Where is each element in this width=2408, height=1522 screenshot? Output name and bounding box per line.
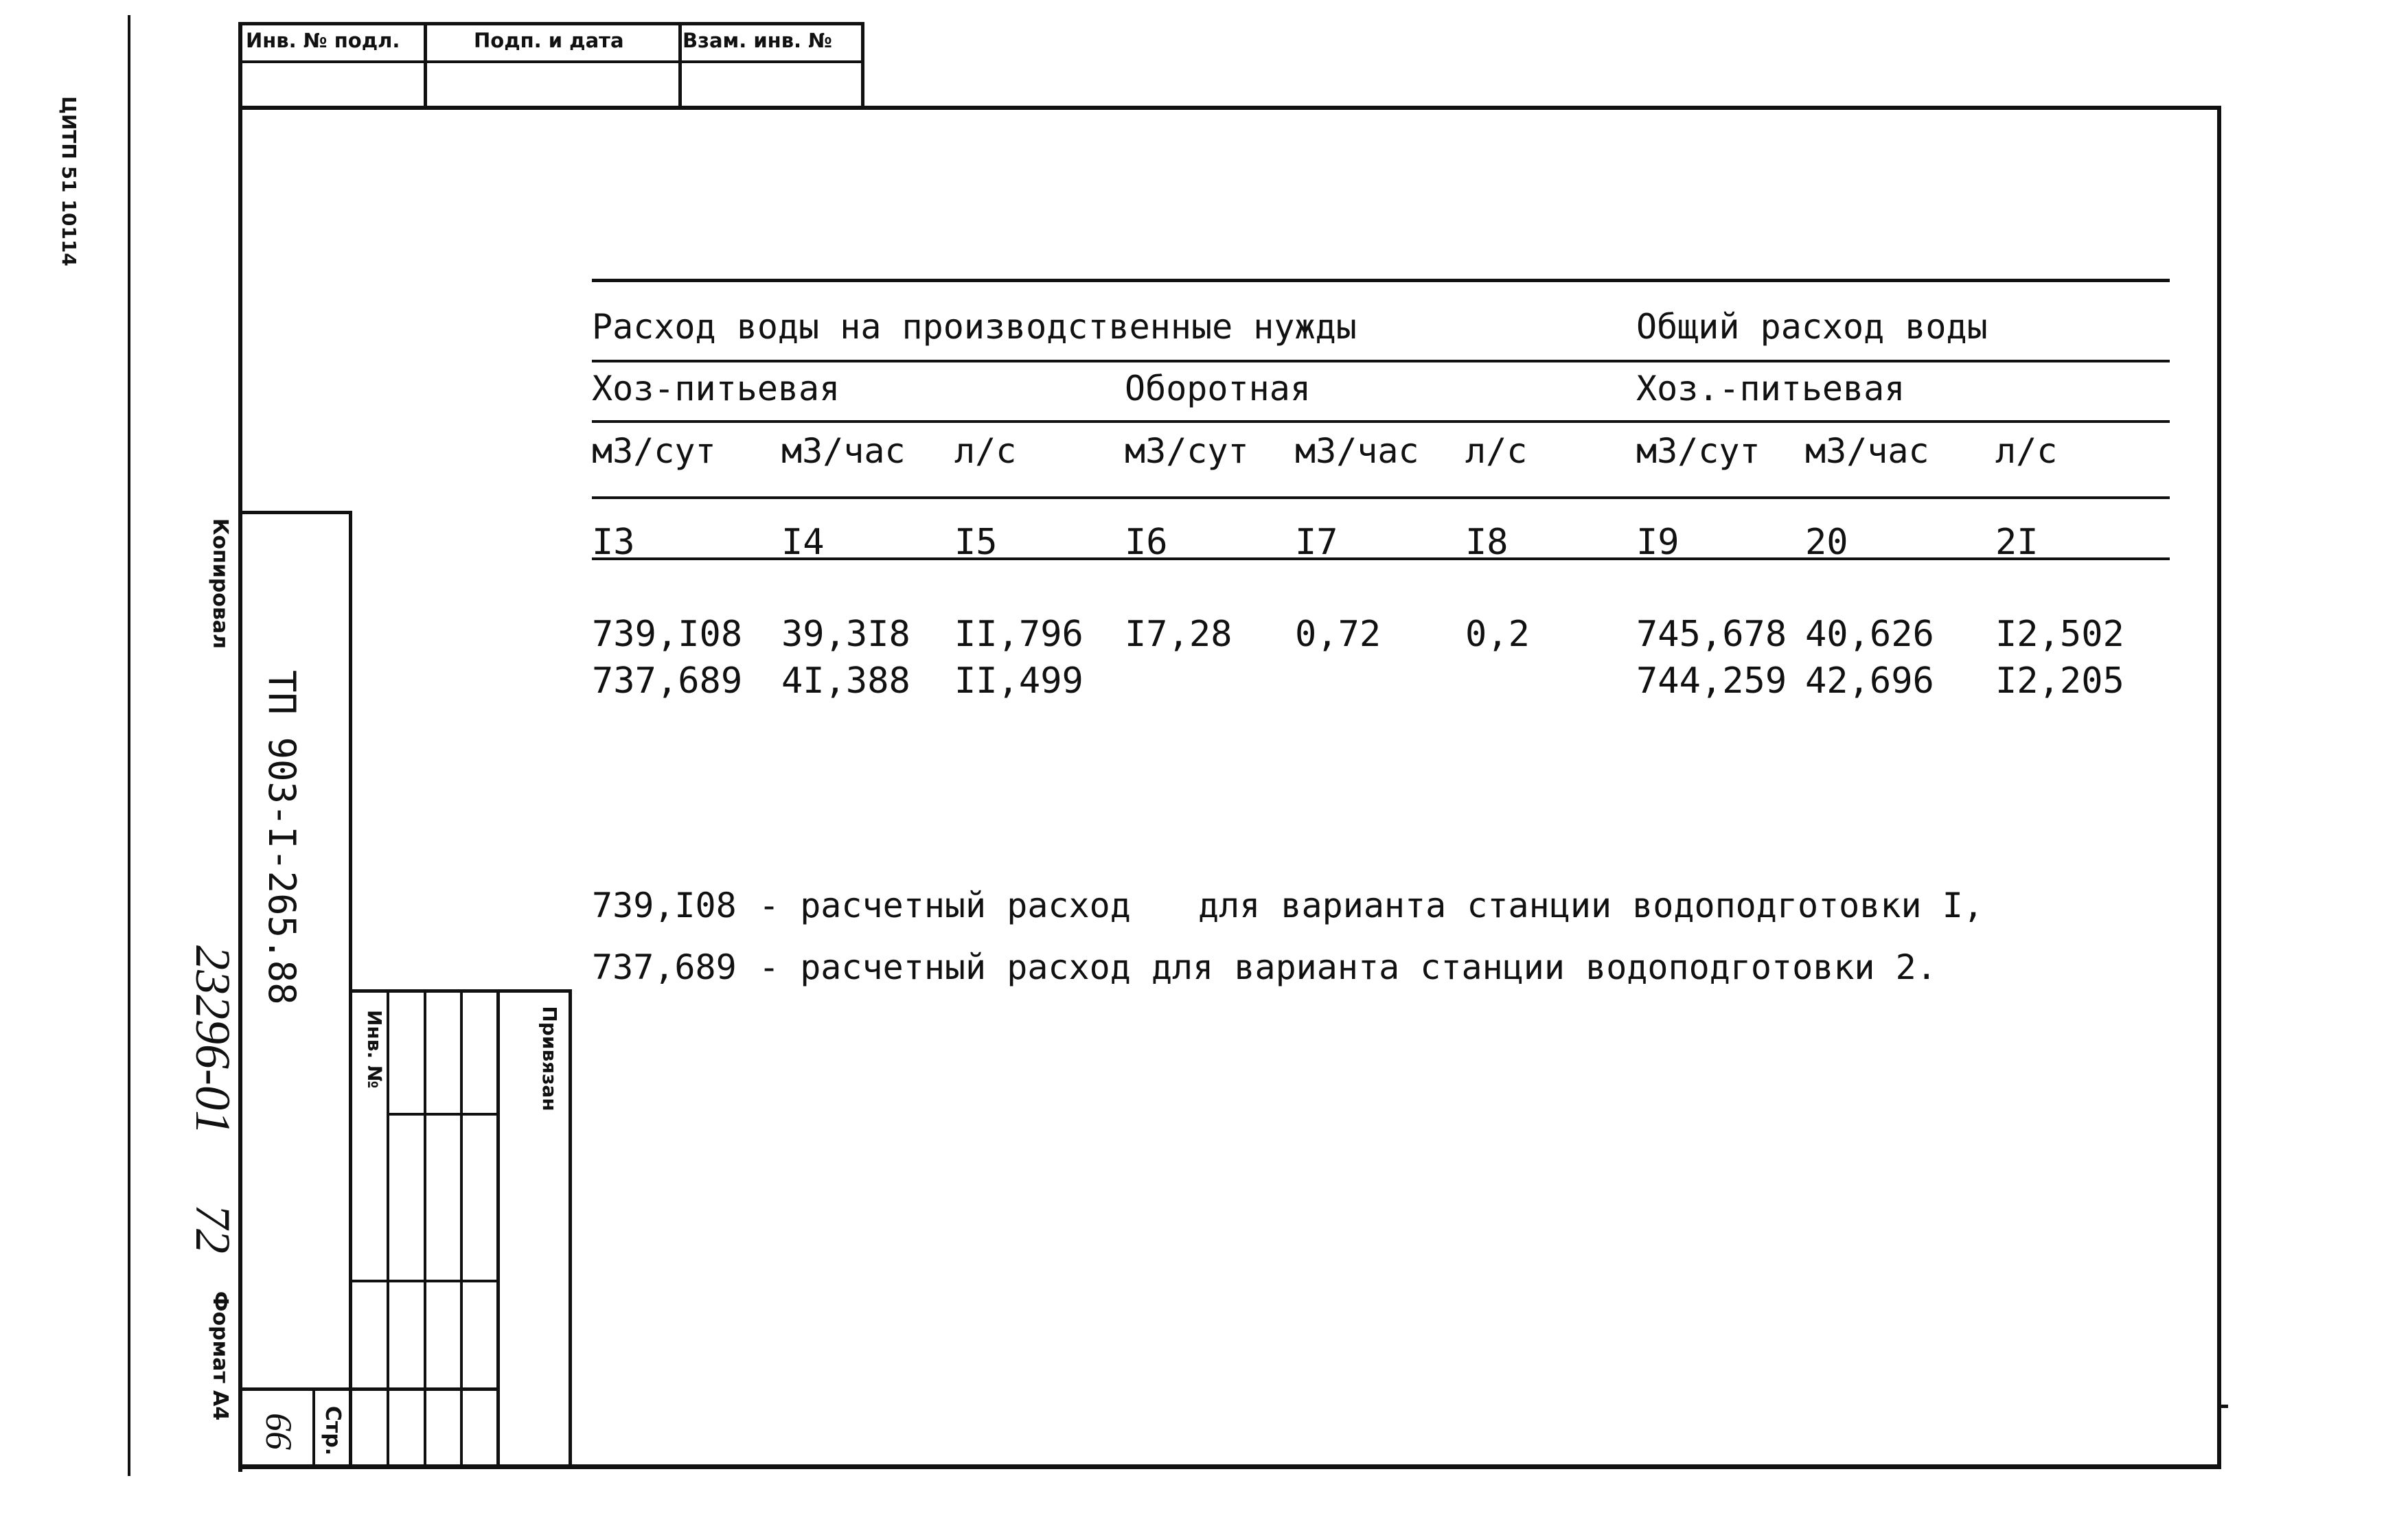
unit-cell: м3/час: [1805, 431, 1929, 471]
column-number: 20: [1805, 522, 1848, 563]
group-prod-header: Расход воды на производственные нужды: [592, 307, 1357, 347]
table-cell: 4I,388: [781, 660, 910, 702]
sub-hoz-total-header: Хоз.-питьевая: [1636, 369, 1905, 408]
album-code: 23296-01: [185, 945, 240, 1135]
table-cell: 0,2: [1465, 614, 1530, 655]
unit-cell: м3/час: [781, 431, 906, 471]
sheet-number: 72: [185, 1204, 240, 1254]
column-number: I6: [1125, 522, 1168, 563]
note-1-text: - расчетный расход: [759, 886, 1131, 925]
sub-obor-header: Оборотная: [1125, 369, 1311, 408]
format-label: Формат А4: [208, 1291, 232, 1421]
margin-rule: [128, 15, 130, 1476]
column-number: I8: [1465, 522, 1509, 563]
table-cell: 42,696: [1805, 660, 1934, 702]
column-number: 2I: [1995, 522, 2039, 563]
note-2-text: - расчетный расход для варианта станции водоподготовки 2.: [759, 947, 1937, 987]
unit-cell: м3/час: [1295, 431, 1419, 471]
table-cell: II,499: [954, 660, 1083, 702]
page-label: Стр.: [321, 1405, 345, 1456]
note-2-value: 737,689: [592, 947, 737, 987]
privyazan-label: Привязан: [538, 1006, 561, 1111]
unit-cell: м3/сут: [592, 431, 716, 471]
table-cell: I7,28: [1125, 614, 1232, 655]
page-number: 66: [258, 1413, 299, 1450]
unit-cell: м3/сут: [1636, 431, 1761, 471]
note-1-value: 739,I08: [592, 886, 737, 925]
column-number: I5: [954, 522, 998, 563]
table-cell: 39,3I8: [781, 614, 910, 655]
group-total-header: Общий расход воды: [1636, 307, 1988, 347]
table-cell: I2,502: [1995, 614, 2124, 655]
margin-code: ЦИТП 51 10114: [58, 96, 80, 266]
unit-cell: л/с: [954, 431, 1017, 471]
note-1-tail: для варианта станции водоподготовки I,: [1198, 886, 1984, 925]
unit-cell: л/с: [1465, 431, 1528, 471]
column-number: I9: [1636, 522, 1679, 563]
kopiroval-label: Копировал: [208, 518, 232, 649]
table-cell: 745,678: [1636, 614, 1787, 655]
sub-hoz-header: Хоз-питьевая: [592, 369, 840, 408]
column-number: I3: [592, 522, 635, 563]
table-cell: I2,205: [1995, 660, 2124, 702]
vzam-inv-label: Взам. инв. №: [683, 29, 833, 52]
column-number: I4: [781, 522, 825, 563]
inv-no-label: Инв. №: [363, 1010, 386, 1089]
column-number: I7: [1295, 522, 1338, 563]
table-cell: 744,259: [1636, 660, 1787, 702]
unit-cell: л/с: [1995, 431, 2058, 471]
table-cell: 739,I08: [592, 614, 743, 655]
podp-data-label: Подп. и дата: [474, 29, 624, 52]
table-cell: II,796: [954, 614, 1083, 655]
drawing-code: ТП 903-I-265.88: [260, 670, 303, 1005]
unit-cell: м3/сут: [1125, 431, 1249, 471]
table-cell: 40,626: [1805, 614, 1934, 655]
table-cell: 737,689: [592, 660, 743, 702]
table-cell: 0,72: [1295, 614, 1381, 655]
inv-podl-label: Инв. № подл.: [246, 29, 400, 52]
